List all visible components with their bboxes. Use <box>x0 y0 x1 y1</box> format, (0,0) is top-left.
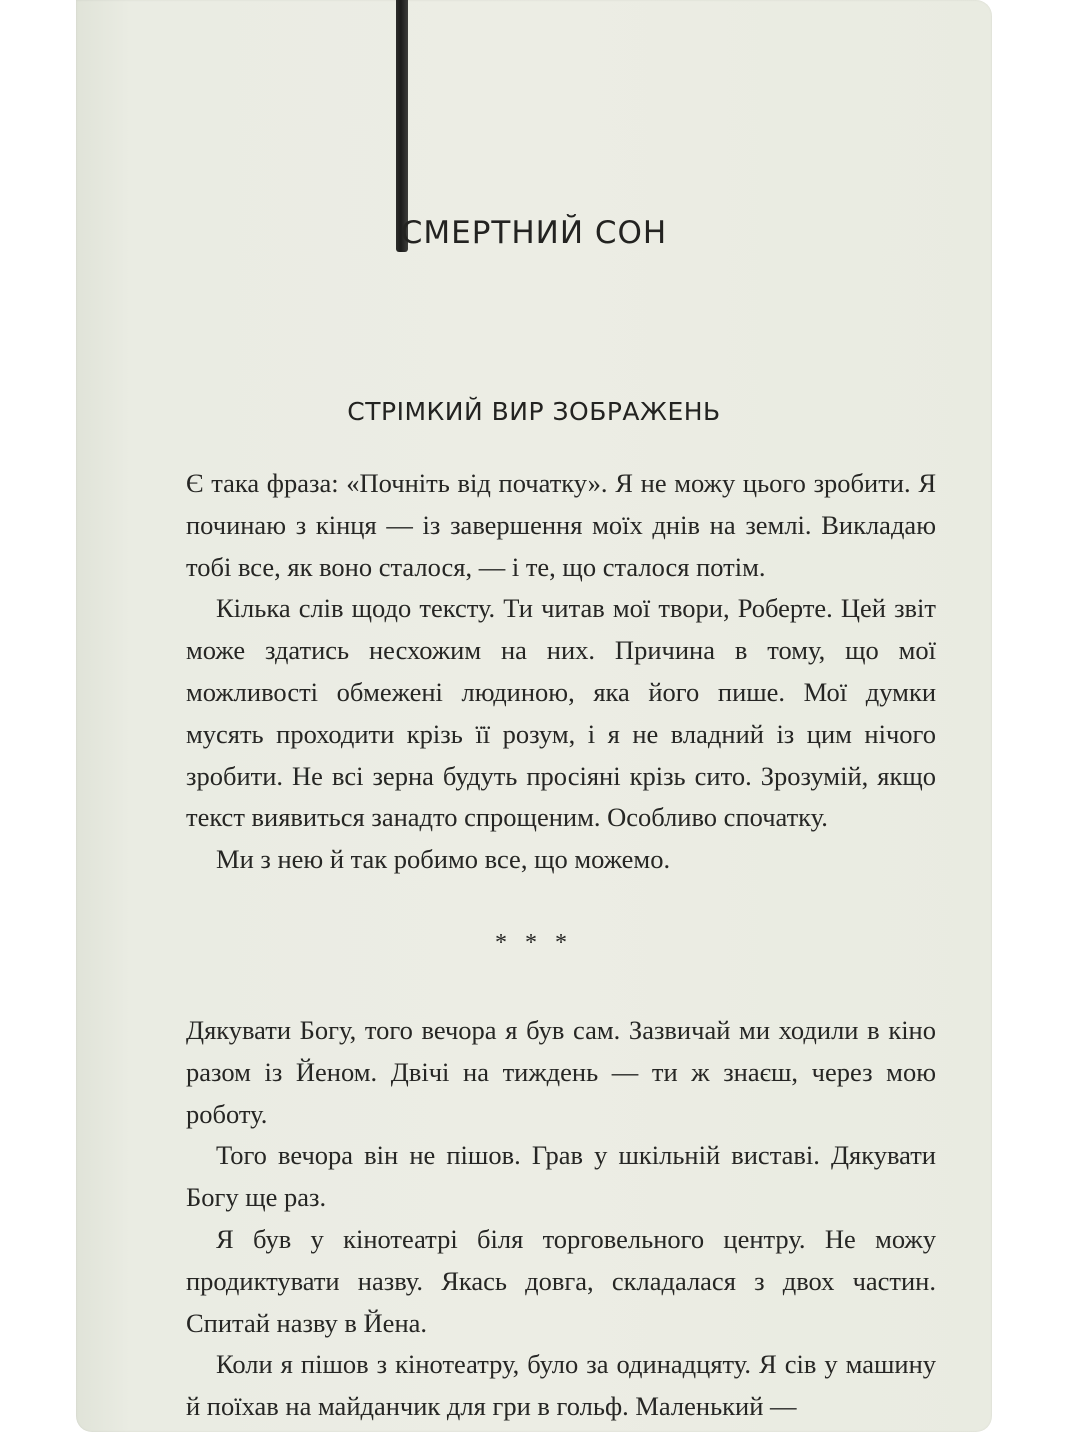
section-separator: * * * <box>495 930 573 956</box>
paragraph: Дякувати Богу, того вечора я був сам. Зазвичай ми ходили в кіно разом із Йеном. Двічі на тиждень — ти ж знаєш, через мою роботу. <box>186 1015 936 1129</box>
paragraph: Коли я пішов з кінотеатру, було за одинадцяту. Я сів у машину й поїхав на майданчик для гри в гольф. Маленький — <box>186 1349 936 1422</box>
paragraph: Я був у кінотеатрі біля торговельного центру. Не можу продиктувати назву. Якась довга, складалася з двох частин. Спитай назву в Йена. <box>186 1223 936 1338</box>
paragraph: Того вечора він не пішов. Грав у шкільній виставі. Дякувати Богу ще раз. <box>186 1140 936 1213</box>
book-page <box>76 0 992 1432</box>
section-title: СТРІМКИЙ ВИР ЗОБРАЖЕНЬ <box>347 397 721 426</box>
body-text-block-2 <box>186 1010 936 1428</box>
chapter-title: СМЕРТНИЙ СОН <box>400 215 668 251</box>
paragraph: Ми з нею й так робимо все, що можемо. <box>216 844 671 875</box>
paragraph: Є така фраза: «Почніть від початку». Я не можу цього зробити. Я починаю з кінця — із завершення моїх днів на землі. Викладаю тобі все, як воно сталося, — і те, що сталося потім. <box>186 468 936 582</box>
body-text-block-1 <box>186 463 936 881</box>
paragraph: Кілька слів щодо тексту. Ти читав мої твори, Роберте. Цей звіт може здатись несхожим на них. Причина в тому, що мої можливості обмежені людиною, яка його пише. Мої думки мусять проходити крізь її розум, і я не владний із цим нічого зробити. Не всі зерна будуть просіяні крізь сито. Зрозумій, якщо текст виявиться занадто спрощеним. Особливо спочатку. <box>186 593 936 833</box>
